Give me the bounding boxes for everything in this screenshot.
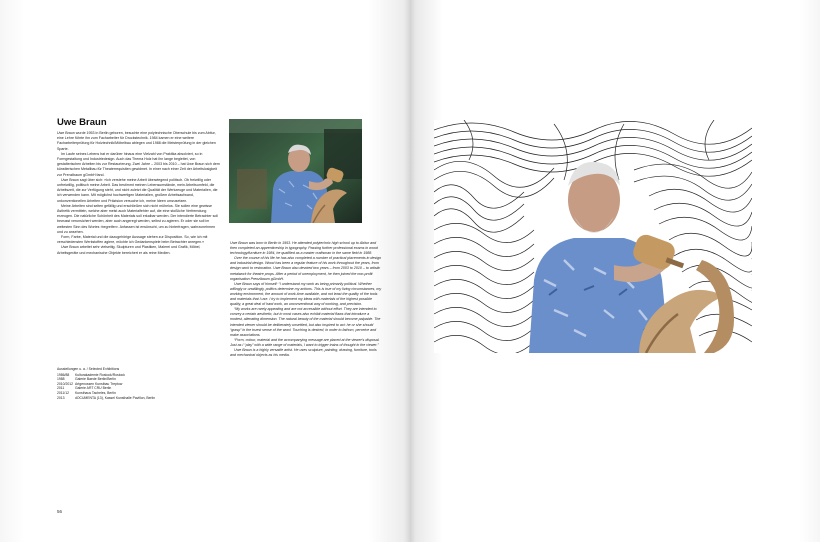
artist-title: Uwe Braun <box>57 117 107 128</box>
exhibition-text: dOCUMENTA (13), Kassel Kunsthalle Pavillon, Berlin <box>75 395 156 400</box>
english-paragraph: Uwe Braun says of himself: “I understand my work as being primarily political. Whether willingly or unwillingly, politics determine my actions. This is true of my living circumstances, my working environment, the amount of work-time available, and not least the quality of the tools and materials that I use. I try to implement my ideas with materials of the highest possible quality, a great deal of hard work, an unconventional way of working, and precision. <box>230 281 382 307</box>
exhibition-year: 2011/12 <box>57 390 70 395</box>
exhibition-year: 2010/2012 <box>57 381 74 386</box>
exhibition-text: Galerie Baede Berlin/Berlin <box>75 377 116 382</box>
german-paragraph: Uwe Braun arbeitet sehr vielseitig. Skulpturen und Plastiken, Malerei und Grafik, Möbel, Arbeitsgeräte und mechanische Objekte bereichert er als reine Medien. <box>57 245 201 255</box>
exhibition-text: Galerie ART CRU Berlin <box>75 386 112 391</box>
exhibition-text: Artgenossen Kunstbau Treptow <box>75 381 123 386</box>
english-paragraph: “Form, colour, material and the accompanying message are placed at the viewer's disposal. Just as I “play” with a wide range of materials, I want to trigger trains of thought in the viewer.” <box>230 337 380 347</box>
german-paragraph: Meine Arbeiten sind selten gefällig und erschließen sich nicht mühelos. Sie sollen eine gewisse Ästhetik vermitteln, welche aber meist auch Materialfehler auf, die eine stoßliche Verfremdung erzeugen. Die natürliche Schönheit des Materials soll erkalbar werden. Der intendierte Betrachter soll bewusst verunsichert werden, aber auch angeregt werden, selbst zu agieren. Er oder sie soll im weitesten Sinn des Wortes ›begreifen‹. Anfassen ist erwünscht, um zu hinterfragen, wahrzunehmen und zu ansehen. <box>57 203 219 234</box>
german-paragraph: Uwe Braun sagt über sich: »Ich verstehe meine Arbeit überwiegend politisch. Ob freiwillig oder unfreiwillig, politisch meine Arbeit. Das bestimmt meinen Lebensumstände, mein Arbeitsumfeld, die Arbeitszeit, die zur Verfügung steht, und nicht zuletzt die Qualität der Werkzeuge und Materialien, die ich verwenden kann. Mit möglichst hochwertigen Materialien, großem Arbeitsaufwand, unkonventionellen Arbeiten und Präzision versuche ich, meine Ideen umzusetzen. <box>57 177 218 203</box>
page-number: 56 <box>57 509 63 514</box>
exhibition-year: 1986/88 <box>57 372 70 377</box>
exhibition-text: Kunsthaus Tacheles, Berlin <box>75 390 116 395</box>
english-paragraph: Uwe Braun was born in Berlin in 1953. He attended polytechnic high school up to Abitur and then completed an apprenticeship in typography. Passing further professional exams in wood technology/furniture in 1984, he qualified as a master craftsman in the same field in 1988. <box>230 241 378 256</box>
english-biography <box>230 241 382 358</box>
english-paragraph: Over the course of his life he has also completed a number of practical placements in design and industrial design. Wood has been a regular feature of his work throughout the years, from design work to restoration. Uwe Braun also devoted two years – from 2003 to 2010 – to artistic metalwork for theatre props. After a period of unemployment, he then joined the non-profit organisation Prenzlbaum gGmbH. <box>230 256 382 281</box>
artwork-collage <box>434 120 752 353</box>
german-paragraph: Form, Farbe, Material und die dazugehörige Aussage stehen zur Disposition. So, wie ich mit verschiedensten Werkstoffen agiere, möchte ich Gedankenspiele beim Betrachter anregen.« <box>57 235 208 245</box>
german-biography <box>57 131 220 256</box>
exhibition-year: 2013 <box>57 395 65 400</box>
exhibition-year: 2011 <box>57 386 65 391</box>
english-paragraph: Uwe Braun is a highly versatile artist. He uses sculpture, painting, drawing, furniture, tools and mechanical objects as his media. <box>230 347 377 358</box>
exhibition-heading: Ausstellungen u. a. / Selected Exhibitions <box>57 367 120 371</box>
exhibition-row <box>57 396 217 401</box>
exhibition-text: Kulturakademie Rostock/Rostock <box>75 372 125 377</box>
exhibition-year: 1988 <box>57 377 65 382</box>
german-paragraph: Uwe Braun wurde 1953 in Berlin geboren, besuchte eine polytechnische Oberschule bis zum Abitur, eine Lehre führte ihn zum Facharbeiter für Druckstechnik. 1984 kamen er eine weitere Facharbeiterprüfung für Holztechnik/Möbelbau ablegen und 1988 die Meisterprüfung in der gleichen Sparte. <box>57 131 216 151</box>
german-paragraph: Im Laufe seines Lebens hat er darüber hinaus eine Vielzahl von Praktika absolviert, so in Formgestaltung und Industriedesign. Auch das Thema Holz hat ihn lange begleitet, von gestalterischen Arbeiten bis zur Restaurierung. Zwei Jahre – 2003 bis 2010 – hat Uwe Braun sich dem künstlerischen Metallbau für Theaterrequisiten gewidmet. In einer nach einer Zeit der Arbeitslosigkeit zur Prenzlbaum gGmbH fand. <box>57 151 220 177</box>
artist-photo-small <box>229 119 362 223</box>
book-gutter <box>404 0 416 542</box>
exhibition-list <box>57 367 217 400</box>
english-paragraph: “My works are rarely appealing and are not accessible without effort. They are intended to convey a certain aesthetic, but in most cases also exhibit material flaws that introduce a modest, alienating dimension. The natural beauty of the material should become palpable. The intended viewer should be deliberately unsettled, but also inspired to act: he or she should “grasp” in the truest sense of the word. Touching is desired, in order to fathom, perceive and make associations. <box>230 307 381 337</box>
